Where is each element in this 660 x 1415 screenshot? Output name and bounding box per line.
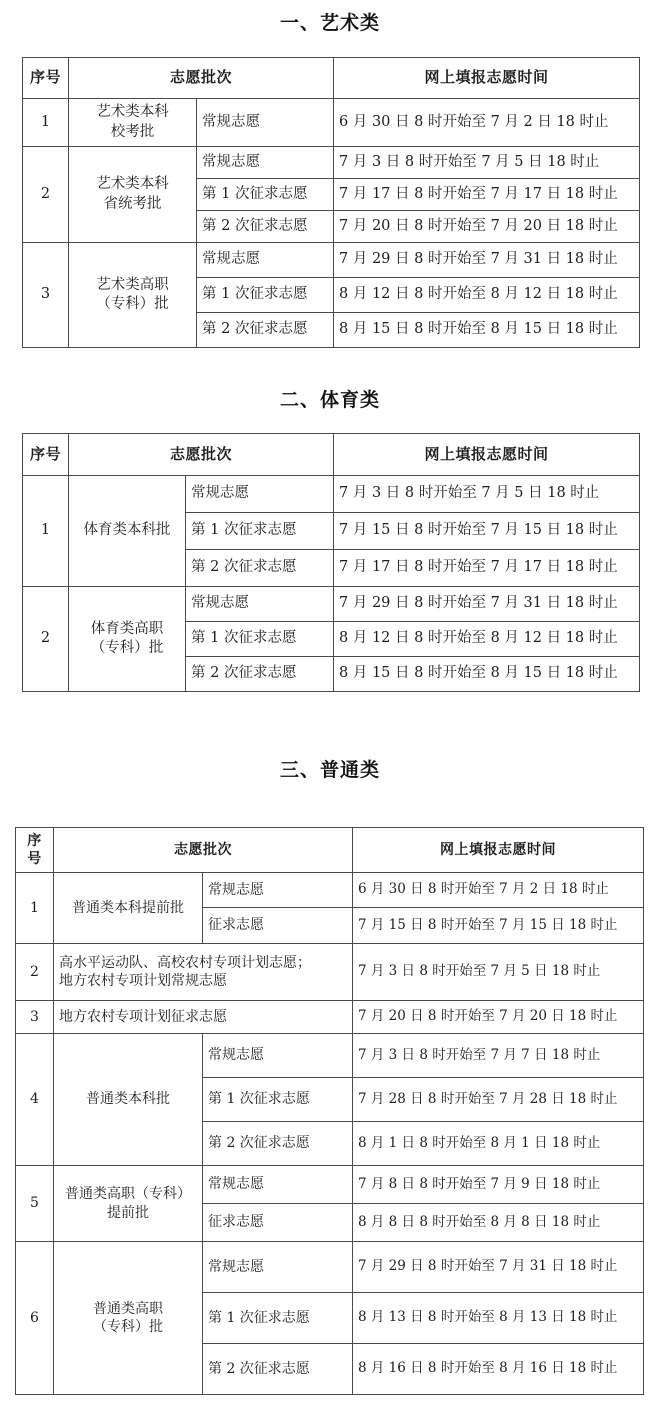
column-header-time: 网上填报志愿时间 — [334, 58, 640, 99]
row-index: 2 — [23, 587, 69, 692]
row-batch-name — [54, 1166, 203, 1242]
row-time: 7 月 3 日 8 时开始至 7 月 5 日 18 时止 — [334, 147, 640, 179]
row-sub-label: 第 1 次征求志愿 — [203, 1293, 353, 1344]
row-time: 6 月 30 日 8 时开始至 7 月 2 日 18 时止 — [334, 99, 640, 147]
batch-line: （专科）批 — [96, 296, 169, 312]
table-header-row — [16, 828, 644, 873]
table-row — [16, 1166, 644, 1204]
row-batch-name — [54, 944, 353, 1001]
row-sub-label: 第 1 次征求志愿 — [186, 513, 334, 550]
row-time: 7 月 17 日 8 时开始至 7 月 17 日 18 时止 — [334, 550, 640, 587]
row-index: 2 — [16, 944, 54, 1001]
batch-line: 省统考批 — [103, 195, 162, 212]
row-time: 7 月 20 日 8 时开始至 7 月 20 日 18 时止 — [334, 211, 640, 243]
row-sub-label: 第 2 次征求志愿 — [186, 550, 334, 587]
row-time: 8 月 15 日 8 时开始至 8 月 15 日 18 时止 — [334, 657, 640, 692]
row-index: 1 — [16, 873, 54, 944]
row-time: 7 月 29 日 8 时开始至 7 月 31 日 18 时止 — [334, 587, 640, 622]
schedule-table-pe — [22, 433, 640, 692]
row-time: 7 月 29 日 8 时开始至 7 月 31 日 18 时止 — [334, 243, 640, 278]
row-sub-label: 第 2 次征求志愿 — [197, 313, 334, 348]
row-sub-label: 常规志愿 — [203, 873, 353, 908]
row-batch-name — [54, 873, 203, 944]
section-title-pe: 二、体育类 — [279, 389, 380, 411]
row-time: 8 月 13 日 8 时开始至 8 月 13 日 18 时止 — [353, 1293, 644, 1344]
row-sub-label: 第 1 次征求志愿 — [197, 179, 334, 211]
row-sub-label: 常规志愿 — [186, 476, 334, 513]
batch-line: 普通类高职（专科） — [65, 1186, 191, 1203]
table-row — [23, 476, 640, 513]
table-row — [23, 147, 640, 179]
batch-line: 体育类本科批 — [83, 522, 171, 539]
row-time: 7 月 28 日 8 时开始至 7 月 28 日 18 时止 — [353, 1078, 644, 1122]
row-time: 7 月 15 日 8 时开始至 7 月 15 日 18 时止 — [334, 513, 640, 550]
table-header-row — [23, 58, 640, 99]
batch-line: 普通类高职 — [93, 1300, 163, 1317]
row-time: 8 月 8 日 8 时开始至 8 月 8 日 18 时止 — [353, 1204, 644, 1242]
batch-line: 艺术类本科 — [96, 176, 169, 193]
table-row — [23, 99, 640, 147]
row-time: 7 月 20 日 8 时开始至 7 月 20 日 18 时止 — [353, 1001, 644, 1034]
batch-line: 高水平运动队、高校农村专项计划志愿； — [59, 954, 311, 971]
batch-line: 校考批 — [110, 123, 155, 140]
row-time: 7 月 3 日 8 时开始至 7 月 5 日 18 时止 — [334, 476, 640, 513]
row-sub-label: 常规志愿 — [197, 243, 334, 278]
row-batch-name — [69, 476, 186, 587]
row-time: 7 月 29 日 8 时开始至 7 月 31 日 18 时止 — [353, 1242, 644, 1293]
column-header-time: 网上填报志愿时间 — [353, 828, 644, 873]
row-sub-label: 第 1 次征求志愿 — [203, 1078, 353, 1122]
row-sub-label: 征求志愿 — [203, 1204, 353, 1242]
row-batch-name: 地方农村专项计划征求志愿 — [54, 1001, 353, 1034]
row-index: 5 — [16, 1166, 54, 1242]
schedule-table-general — [15, 827, 644, 1395]
row-sub-label: 第 2 次征求志愿 — [197, 211, 334, 243]
row-batch-name — [69, 243, 197, 348]
row-sub-label: 常规志愿 — [203, 1242, 353, 1293]
row-sub-label: 常规志愿 — [197, 99, 334, 147]
batch-line: 普通类本科提前批 — [72, 899, 184, 916]
table-row — [16, 1242, 644, 1293]
row-sub-label: 第 2 次征求志愿 — [203, 1344, 353, 1395]
row-time: 8 月 15 日 8 时开始至 8 月 15 日 18 时止 — [334, 313, 640, 348]
row-time: 7 月 8 日 8 时开始至 7 月 9 日 18 时止 — [353, 1166, 644, 1204]
batch-line: 艺术类本科 — [96, 104, 169, 121]
row-index: 3 — [16, 1001, 54, 1034]
row-sub-label: 第 1 次征求志愿 — [186, 622, 334, 657]
row-batch-name — [69, 99, 197, 147]
schedule-table-art — [22, 57, 640, 348]
row-sub-label: 常规志愿 — [203, 1166, 353, 1204]
row-sub-label: 常规志愿 — [203, 1034, 353, 1078]
column-header-batch: 志愿批次 — [54, 828, 353, 873]
batch-line: （专科）批 — [90, 640, 164, 656]
row-time: 7 月 3 日 8 时开始至 7 月 5 日 18 时止 — [353, 944, 644, 1001]
row-index: 1 — [23, 476, 69, 587]
row-batch-name — [69, 587, 186, 692]
row-index: 1 — [23, 99, 69, 147]
row-sub-label: 第 2 次征求志愿 — [203, 1122, 353, 1166]
column-header-batch: 志愿批次 — [69, 434, 334, 476]
table-row — [16, 944, 644, 1001]
batch-line: 体育类高职 — [90, 620, 164, 637]
row-time: 8 月 12 日 8 时开始至 8 月 12 日 18 时止 — [334, 622, 640, 657]
row-batch-name — [54, 1242, 203, 1395]
row-time: 8 月 16 日 8 时开始至 8 月 16 日 18 时止 — [353, 1344, 644, 1395]
row-time: 8 月 1 日 8 时开始至 8 月 1 日 18 时止 — [353, 1122, 644, 1166]
batch-line: 地方农村专项计划常规志愿 — [59, 973, 227, 989]
row-time: 8 月 12 日 8 时开始至 8 月 12 日 18 时止 — [334, 278, 640, 313]
column-header-time: 网上填报志愿时间 — [334, 434, 640, 476]
batch-line: 艺术类高职 — [96, 276, 169, 293]
table-row — [16, 873, 644, 908]
row-index: 2 — [23, 147, 69, 243]
row-index: 6 — [16, 1242, 54, 1395]
row-sub-label: 第 1 次征求志愿 — [197, 278, 334, 313]
column-header-index: 序号 — [23, 434, 69, 476]
row-batch-name — [69, 147, 197, 243]
table-row — [23, 587, 640, 622]
column-header-index: 序号 — [16, 828, 54, 873]
table-row — [23, 243, 640, 278]
batch-line: （专科）批 — [93, 1319, 163, 1335]
table-row — [16, 1034, 644, 1078]
row-sub-label: 征求志愿 — [203, 908, 353, 944]
row-time: 6 月 30 日 8 时开始至 7 月 2 日 18 时止 — [353, 873, 644, 908]
row-time: 7 月 17 日 8 时开始至 7 月 17 日 18 时止 — [334, 179, 640, 211]
table-row — [16, 1001, 644, 1034]
row-index: 4 — [16, 1034, 54, 1166]
table-header-row — [23, 434, 640, 476]
section-title-general: 三、普通类 — [279, 759, 380, 781]
row-batch-name — [54, 1034, 203, 1166]
row-time: 7 月 15 日 8 时开始至 7 月 15 日 18 时止 — [353, 908, 644, 944]
column-header-batch: 志愿批次 — [69, 58, 334, 99]
row-sub-label: 第 2 次征求志愿 — [186, 657, 334, 692]
batch-line: 普通类本科批 — [86, 1091, 170, 1108]
section-title-art: 一、艺术类 — [279, 12, 380, 34]
row-sub-label: 常规志愿 — [186, 587, 334, 622]
row-index: 3 — [23, 243, 69, 348]
row-time: 7 月 3 日 8 时开始至 7 月 7 日 18 时止 — [353, 1034, 644, 1078]
row-sub-label: 常规志愿 — [197, 147, 334, 179]
batch-line: 提前批 — [107, 1204, 149, 1221]
column-header-index: 序号 — [23, 58, 69, 99]
